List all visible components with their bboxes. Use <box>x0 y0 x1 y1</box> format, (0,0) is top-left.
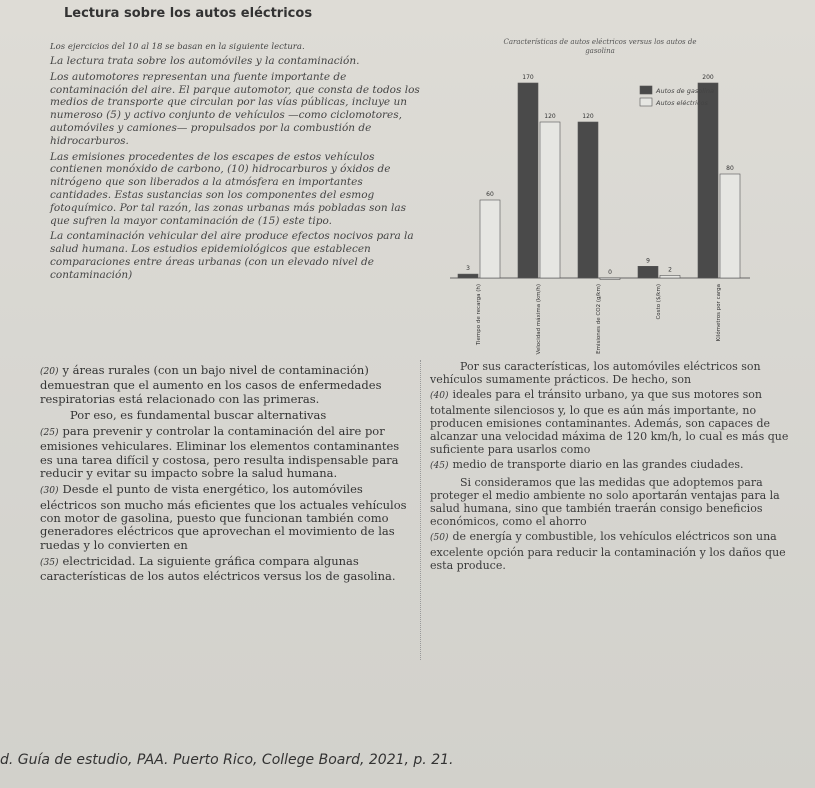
category-label: Tiempo de recarga (h) <box>476 284 482 346</box>
bar-gasolina <box>458 274 478 278</box>
category-label: Kilómetros por carga <box>716 284 722 342</box>
data-label: 80 <box>726 165 734 172</box>
paragraph-4: La contaminación vehicular del aire produce efectos nocivos para la salud humana. Los estudios epidemiológicos que establecen comparaciones entre áreas urbanas (con un elevado nivel de contaminación) <box>50 230 414 281</box>
line-20-block: (20) y áreas rurales (con un bajo nivel de contaminación) demuestran que el aumento en los casos de enfermedades respiratorias está relacionado con las primeras. <box>40 363 382 406</box>
legend-swatch <box>640 86 652 94</box>
intro-text: Los ejercicios del 10 al 18 se basan en la siguiente lectura. <box>50 42 305 52</box>
paragraph-5: Por eso, es fundamental buscar alternativas <box>70 407 327 422</box>
reading-lower-left <box>40 364 410 586</box>
reading-upper-left <box>50 42 420 285</box>
reading-right <box>430 360 800 574</box>
line-50-block: (50) de energía y combustible, los vehículos eléctricos son una excelente opción para reducir la contaminación y los daños que esta produce. <box>430 530 786 572</box>
bar-gasolina <box>578 122 598 278</box>
legend-swatch <box>640 98 652 106</box>
data-label: 60 <box>486 191 494 198</box>
category-label: Velocidad máxima (km/h) <box>536 284 542 355</box>
comparison-chart <box>440 38 760 358</box>
data-label: 9 <box>646 257 650 265</box>
data-label: 200 <box>702 74 714 81</box>
data-label: 120 <box>582 113 594 120</box>
line-25-block: (25) para prevenir y controlar la contaminación del aire por emisiones vehiculares. Eliminar los elementos contaminantes es una tarea difícil y costosa, pero resulta indispensable para reducir y evitar su impacto sobre la salud humana. <box>40 424 400 481</box>
bar-electrico <box>720 174 740 278</box>
paragraph-3: Las emisiones procedentes de los escapes de estos vehículos contienen monóxido de carbono, (10) hidrocarburos y óxidos de nitrógeno que son liberados a la atmósfera en importantes cantidades. Estas sustancias son los componentes del esmog fotoquímico. Por tal razón, las zonas urbanas más pobladas son las que sufren la mayor contaminación de (15) este tipo. <box>50 150 406 227</box>
bar-electrico <box>600 278 620 280</box>
category-label: Emisiones de CO2 (g/km) <box>596 284 602 354</box>
data-label: 120 <box>544 113 556 120</box>
line-30-block: (30) Desde el punto de vista energético, los automóviles eléctricos son mucho más eficientes que los actuales vehículos con motor de gasolina, puesto que funcionan también como generadores eléctricos que aprovechan el movimiento de las ruedas y lo convierten en <box>40 482 407 552</box>
line-number: (30) <box>40 486 59 497</box>
bar-gasolina <box>518 83 538 278</box>
data-label: 0 <box>608 269 612 276</box>
data-label: 2 <box>668 266 672 274</box>
line-40-block: (40) ideales para el tránsito urbano, ya que sus motores son totalmente silenciosos y, lo que es aún más importante, no producen emisiones contaminantes. Además, son capaces de alcanzar una velocidad máxima de 120 km/h, lo cual es más que suficiente para usarlos como <box>430 388 789 457</box>
bar-gasolina <box>638 266 658 278</box>
line-35-block: (35) electricidad. La siguiente gráfica compara algunas características de los autos eléctricos versus los de gasolina. <box>40 553 396 584</box>
data-label: 170 <box>522 74 534 81</box>
bar-gasolina <box>698 83 718 278</box>
legend-label: Autos de gasolina <box>656 87 714 95</box>
citation: d. Guía de estudio, PAA. Puerto Rico, College Board, 2021, p. 21. <box>0 752 454 768</box>
chart-title: Características de autos eléctricos versus los autos de gasolina <box>503 38 697 55</box>
line-number: (25) <box>40 428 59 439</box>
bar-electrico <box>480 200 500 278</box>
page-title: Lectura sobre los autos eléctricos <box>64 6 313 21</box>
column-divider <box>420 360 421 660</box>
bar-electrico <box>660 275 680 278</box>
line-number: (35) <box>40 557 59 568</box>
bar-electrico <box>540 122 560 278</box>
line-number: (20) <box>40 367 59 377</box>
paragraph-2: Los automotores representan una fuente importante de contaminación del aire. El parque automotor, que consta de todos los medios de transporte que circulan por las vías públicas, incluye un numeroso (5) y activo conjunto de vehículos —como ciclomotores, automóviles y camiones— propulsados por la combustión de hidrocarburos. <box>50 70 420 147</box>
legend-label: Autos eléctricos <box>656 99 708 107</box>
category-label: Costo ($/km) <box>656 284 662 320</box>
right-paragraph-1: Por sus características, los automóviles eléctricos son vehículos sumamente prácticos. De hecho, son <box>430 360 761 387</box>
line-45-block: (45) medio de transporte diario en las grandes ciudades. <box>430 458 744 472</box>
chart-svg <box>440 38 760 358</box>
right-paragraph-2: Si consideramos que las medidas que adoptemos para proteger el medio ambiente no solo aportarán ventajas para la salud humana, sino que también traerán consigo beneficios económicos, como el ahorro <box>430 475 780 529</box>
paragraph-1: La lectura trata sobre los automóviles y la contaminación. <box>50 55 360 67</box>
data-label: 3 <box>466 265 470 273</box>
